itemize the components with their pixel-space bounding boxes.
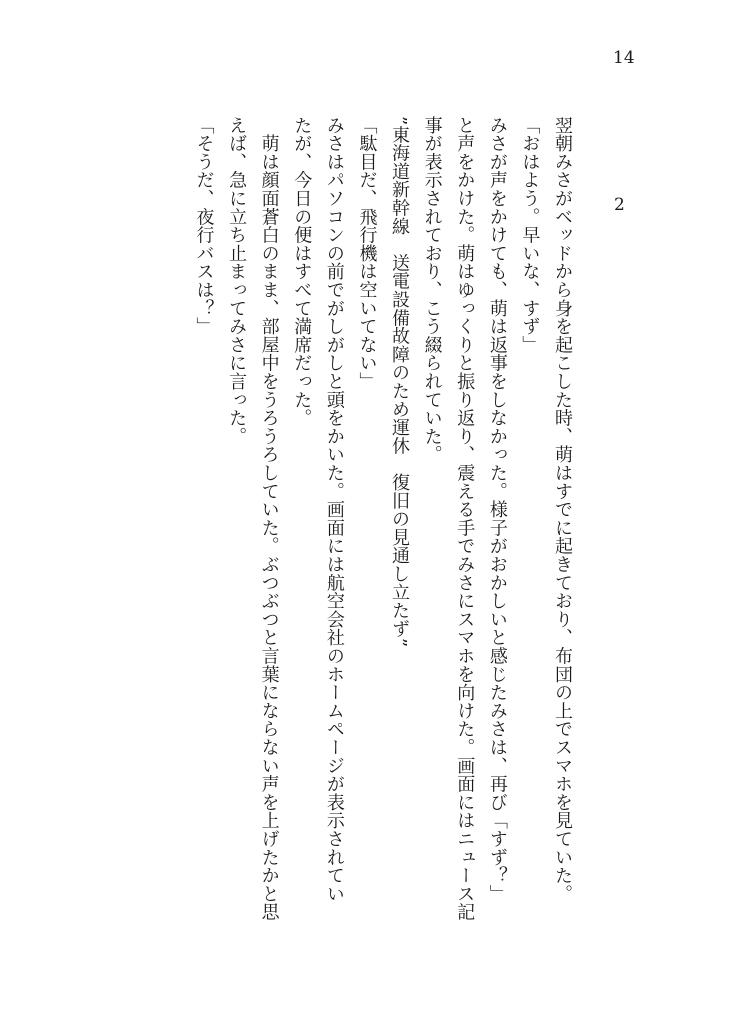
text-line: と声をかけた。萌はゆっくりと振り返り、震える手でみさにスマホを向けた。画面にはニュース記 [454,116,476,922]
text-line: 翌朝みさがベッドから身を起こした時、萌はすでに起きており、布団の上でスマホを見ていた。 [552,116,573,903]
text-line: みさが声をかけても、萌は返事をしなかった。様子がおかしいと感じたみさは、再び「すず？」 [486,116,508,903]
chapter-number: 2 [614,195,625,215]
text-line: 「そうだ、夜行バスは？」 [193,116,215,336]
page-number: 14 [613,48,635,68]
text-line: ”東海道新幹線 送電設備故障のため運休 復旧の見通し立たず” [389,116,411,648]
text-line: えば、急に立ち止まってみさに言った。 [226,116,248,446]
text-line: 「おはよう。早いな、すず」 [519,116,541,354]
text-line: 「駄目だ、飛行機は空いてない」 [356,116,378,391]
text-line: たが、今日の便はすべて満席だった。 [291,116,313,428]
body-text [187,116,578,976]
text-line: 萌は顔面蒼白のまま、部屋中をうろうろしていた。ぶつぶつと言葉にならない声を上げたかと思 [258,116,280,922]
text-line: みさはパソコンの前でがしがしと頭をかいた。画面には航空会社のホームページが表示されてい [323,116,345,903]
text-line: 事が表示されており、こう綴られていた。 [421,116,443,464]
